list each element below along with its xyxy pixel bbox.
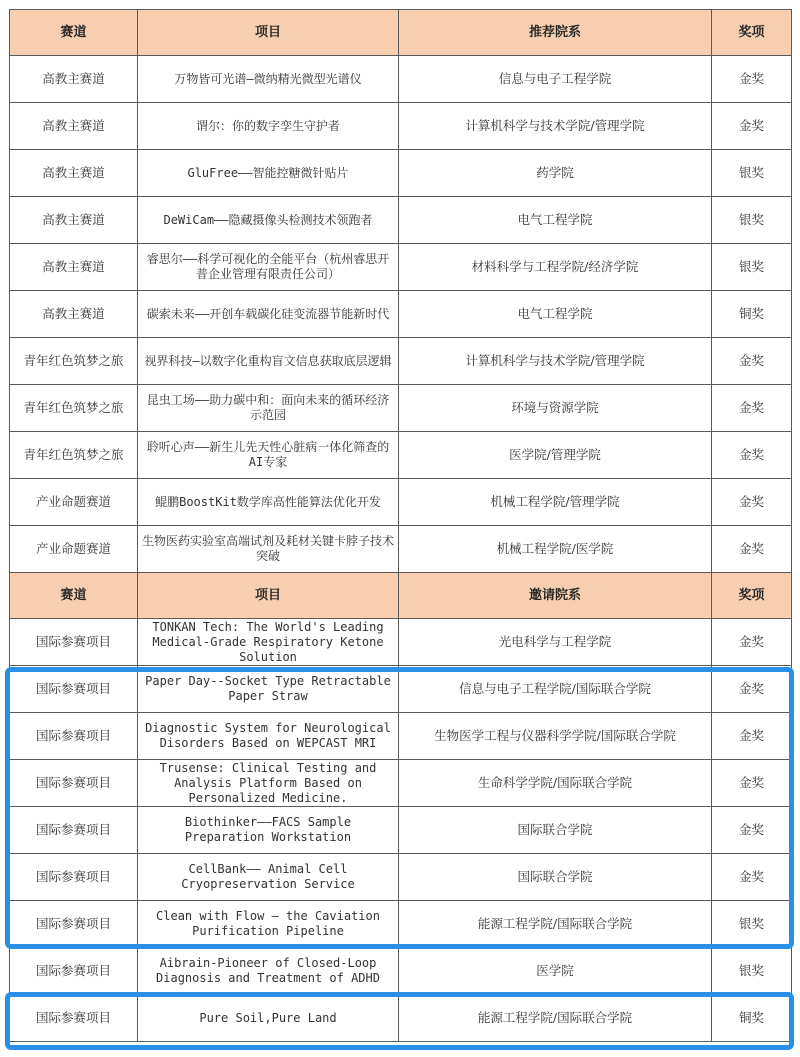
track-cell: 国际参赛项目 bbox=[10, 760, 138, 807]
department-cell: 光电科学与工程学院 bbox=[399, 619, 712, 666]
table-row bbox=[10, 666, 792, 713]
track-cell: 青年红色筑梦之旅 bbox=[10, 338, 138, 385]
department-cell: 环境与资源学院 bbox=[399, 385, 712, 432]
track-cell: 国际参赛项目 bbox=[10, 619, 138, 666]
header-award: 奖项 bbox=[712, 10, 792, 56]
award-cell: 金奖 bbox=[712, 432, 792, 479]
table-row bbox=[10, 619, 792, 666]
header-row bbox=[10, 573, 792, 619]
department-cell: 电气工程学院 bbox=[399, 291, 712, 338]
header-track: 赛道 bbox=[10, 10, 138, 56]
awards-table-body bbox=[10, 10, 792, 1042]
department-cell: 国际联合学院 bbox=[399, 807, 712, 854]
department-cell: 生命科学学院/国际联合学院 bbox=[399, 760, 712, 807]
award-cell: 金奖 bbox=[712, 760, 792, 807]
track-cell: 国际参赛项目 bbox=[10, 948, 138, 995]
table-row bbox=[10, 948, 792, 995]
header-award: 奖项 bbox=[712, 573, 792, 619]
project-cell: CellBank—— Animal Cell Cryopreservation Service bbox=[138, 854, 399, 901]
track-cell: 高教主赛道 bbox=[10, 291, 138, 338]
project-cell: DeWiCam——隐藏摄像头检测技术领跑者 bbox=[138, 197, 399, 244]
department-cell: 药学院 bbox=[399, 150, 712, 197]
project-cell: TONKAN Tech: The World's Leading Medical-Grade Respiratory Ketone Solution bbox=[138, 619, 399, 666]
award-cell: 金奖 bbox=[712, 526, 792, 573]
award-cell: 银奖 bbox=[712, 948, 792, 995]
department-cell: 医学院/管理学院 bbox=[399, 432, 712, 479]
award-cell: 银奖 bbox=[712, 244, 792, 291]
department-cell: 机械工程学院/管理学院 bbox=[399, 479, 712, 526]
department-cell: 生物医学工程与仪器科学学院/国际联合学院 bbox=[399, 713, 712, 760]
header-department: 推荐院系 bbox=[399, 10, 712, 56]
award-cell: 铜奖 bbox=[712, 291, 792, 338]
track-cell: 国际参赛项目 bbox=[10, 713, 138, 760]
table-row bbox=[10, 760, 792, 807]
department-cell: 电气工程学院 bbox=[399, 197, 712, 244]
table-row bbox=[10, 385, 792, 432]
table-row bbox=[10, 995, 792, 1042]
department-cell: 材料科学与工程学院/经济学院 bbox=[399, 244, 712, 291]
table-row bbox=[10, 150, 792, 197]
project-cell: Clean with Flow — the Caviation Purification Pipeline bbox=[138, 901, 399, 948]
project-cell: 万物皆可光谱—微纳精光微型光谱仪 bbox=[138, 56, 399, 103]
award-cell: 铜奖 bbox=[712, 995, 792, 1042]
track-cell: 青年红色筑梦之旅 bbox=[10, 385, 138, 432]
header-row bbox=[10, 10, 792, 56]
track-cell: 高教主赛道 bbox=[10, 103, 138, 150]
track-cell: 国际参赛项目 bbox=[10, 901, 138, 948]
project-cell: Diagnostic System for Neurological Disorders Based on WEPCAST MRI bbox=[138, 713, 399, 760]
award-cell: 金奖 bbox=[712, 854, 792, 901]
table-row bbox=[10, 338, 792, 385]
award-cell: 金奖 bbox=[712, 56, 792, 103]
table-row bbox=[10, 713, 792, 760]
award-cell: 银奖 bbox=[712, 150, 792, 197]
award-cell: 金奖 bbox=[712, 666, 792, 713]
track-cell: 产业命题赛道 bbox=[10, 479, 138, 526]
award-cell: 金奖 bbox=[712, 103, 792, 150]
project-cell: Aibrain-Pioneer of Closed-Loop Diagnosis and Treatment of ADHD bbox=[138, 948, 399, 995]
department-cell: 能源工程学院/国际联合学院 bbox=[399, 901, 712, 948]
department-cell: 信息与电子工程学院/国际联合学院 bbox=[399, 666, 712, 713]
table-row bbox=[10, 197, 792, 244]
header-department: 邀请院系 bbox=[399, 573, 712, 619]
department-cell: 国际联合学院 bbox=[399, 854, 712, 901]
award-cell: 金奖 bbox=[712, 807, 792, 854]
project-cell: Paper Day--Socket Type Retractable Paper Straw bbox=[138, 666, 399, 713]
award-cell: 金奖 bbox=[712, 338, 792, 385]
table-row bbox=[10, 901, 792, 948]
track-cell: 青年红色筑梦之旅 bbox=[10, 432, 138, 479]
department-cell: 计算机科学与技术学院/管理学院 bbox=[399, 338, 712, 385]
project-cell: GluFree——智能控糖微针贴片 bbox=[138, 150, 399, 197]
awards-table bbox=[9, 9, 792, 1042]
track-cell: 国际参赛项目 bbox=[10, 666, 138, 713]
track-cell: 国际参赛项目 bbox=[10, 854, 138, 901]
track-cell: 高教主赛道 bbox=[10, 150, 138, 197]
department-cell: 能源工程学院/国际联合学院 bbox=[399, 995, 712, 1042]
project-cell: 睿思尔——科学可视化的全能平台（杭州睿思开普企业管理有限责任公司） bbox=[138, 244, 399, 291]
table-row bbox=[10, 807, 792, 854]
project-cell: 鲲鹏BoostKit数学库高性能算法优化开发 bbox=[138, 479, 399, 526]
header-project: 项目 bbox=[138, 573, 399, 619]
award-cell: 金奖 bbox=[712, 385, 792, 432]
track-cell: 高教主赛道 bbox=[10, 244, 138, 291]
department-cell: 医学院 bbox=[399, 948, 712, 995]
department-cell: 信息与电子工程学院 bbox=[399, 56, 712, 103]
award-cell: 金奖 bbox=[712, 713, 792, 760]
table-row bbox=[10, 103, 792, 150]
table-row bbox=[10, 854, 792, 901]
project-cell: 谓尔：你的数字孪生守护者 bbox=[138, 103, 399, 150]
award-cell: 金奖 bbox=[712, 619, 792, 666]
table-row bbox=[10, 526, 792, 573]
table-row bbox=[10, 432, 792, 479]
track-cell: 国际参赛项目 bbox=[10, 807, 138, 854]
track-cell: 产业命题赛道 bbox=[10, 526, 138, 573]
track-cell: 高教主赛道 bbox=[10, 56, 138, 103]
award-cell: 金奖 bbox=[712, 479, 792, 526]
award-cell: 银奖 bbox=[712, 197, 792, 244]
project-cell: 聆听心声——新生儿先天性心脏病一体化筛查的AI专家 bbox=[138, 432, 399, 479]
table-row bbox=[10, 56, 792, 103]
department-cell: 机械工程学院/医学院 bbox=[399, 526, 712, 573]
table-row bbox=[10, 244, 792, 291]
header-track: 赛道 bbox=[10, 573, 138, 619]
header-project: 项目 bbox=[138, 10, 399, 56]
project-cell: Biothinker——FACS Sample Preparation Workstation bbox=[138, 807, 399, 854]
project-cell: Pure Soil,Pure Land bbox=[138, 995, 399, 1042]
project-cell: 昆虫工场——助力碳中和：面向未来的循环经济示范园 bbox=[138, 385, 399, 432]
project-cell: 碳索未来——开创车载碳化硅变流器节能新时代 bbox=[138, 291, 399, 338]
project-cell: 视界科技—以数字化重构盲文信息获取底层逻辑 bbox=[138, 338, 399, 385]
project-cell: 生物医药实验室高端试剂及耗材关键卡脖子技术突破 bbox=[138, 526, 399, 573]
award-cell: 银奖 bbox=[712, 901, 792, 948]
table-row bbox=[10, 479, 792, 526]
track-cell: 高教主赛道 bbox=[10, 197, 138, 244]
track-cell: 国际参赛项目 bbox=[10, 995, 138, 1042]
table-row bbox=[10, 291, 792, 338]
department-cell: 计算机科学与技术学院/管理学院 bbox=[399, 103, 712, 150]
project-cell: Trusense: Clinical Testing and Analysis Platform Based on Personalized Medicine. bbox=[138, 760, 399, 807]
